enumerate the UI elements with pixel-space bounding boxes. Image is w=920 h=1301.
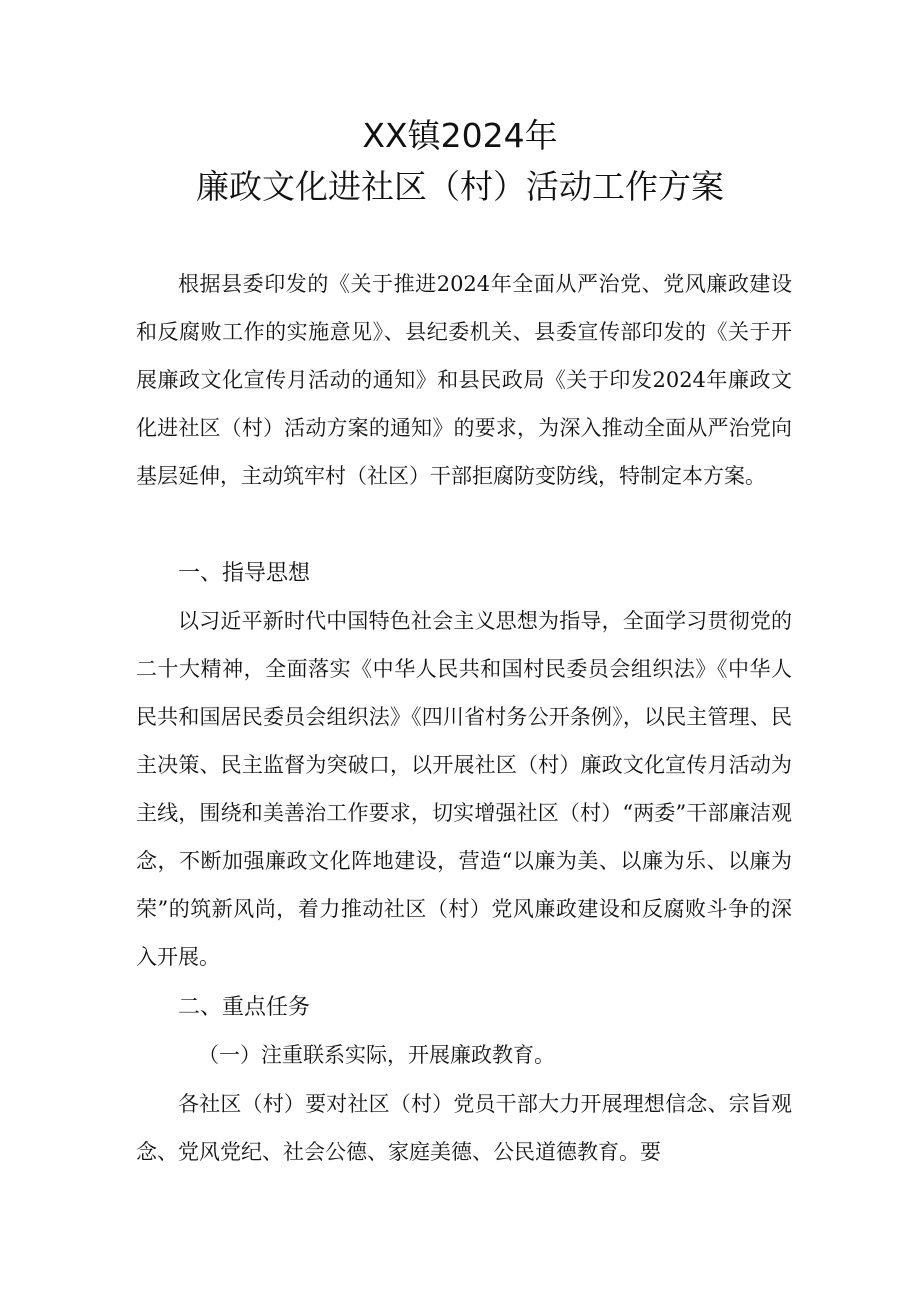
document-title-line-1: XX镇2024年 [362, 116, 558, 155]
subsection-heading-education: （一）注重联系实际，开展廉政教育。 [198, 1043, 555, 1067]
section-heading-key-tasks: 二、重点任务 [178, 995, 311, 1020]
document-title-line-2: 廉政文化进社区（村）活动工作方案 [196, 167, 724, 206]
guiding-ideology-paragraph: 以习近平新时代中国特色社会主义思想为指导，全面学习贯彻党的二十大精神，全面落实《中华人民共和国村民委员会组织法》《中华人民共和国居民委员会组织法》《四川省村务公开条例》，以民主管理、民主决策、民主监督为突破口，以开展社区（村）廉政文化宣传月活动为主线，围绕和美善治工作要求，切实增强社区（村）“两委”干部廉洁观念，不断加强廉政文化阵地建设，营造“以廉为美、以廉为乐、以廉为荣”的筑新风尚，着力推动社区（村）党风廉政建设和反腐败斗争的深入开展。 [136, 609, 792, 969]
intro-paragraph: 根据县委印发的《关于推进2024年全面从严治党、党风廉政建设和反腐败工作的实施意见》、县纪委机关、县委宣传部印发的《关于开展廉政文化宣传月活动的通知》和县民政局《关于印发2024年廉政文化进社区（村）活动方案的通知》的要求，为深入推动全面从严治党向基层延伸，主动筑牢村（社区）干部拒腐防变防线，特制定本方案。 [136, 272, 792, 488]
section-heading-guiding-ideology: 一、指导思想 [178, 561, 311, 586]
education-paragraph: 各社区（村）要对社区（村）党员干部大力开展理想信念、宗旨观念、党风党纪、社会公德、家庭美德、公民道德教育。要 [136, 1092, 792, 1164]
